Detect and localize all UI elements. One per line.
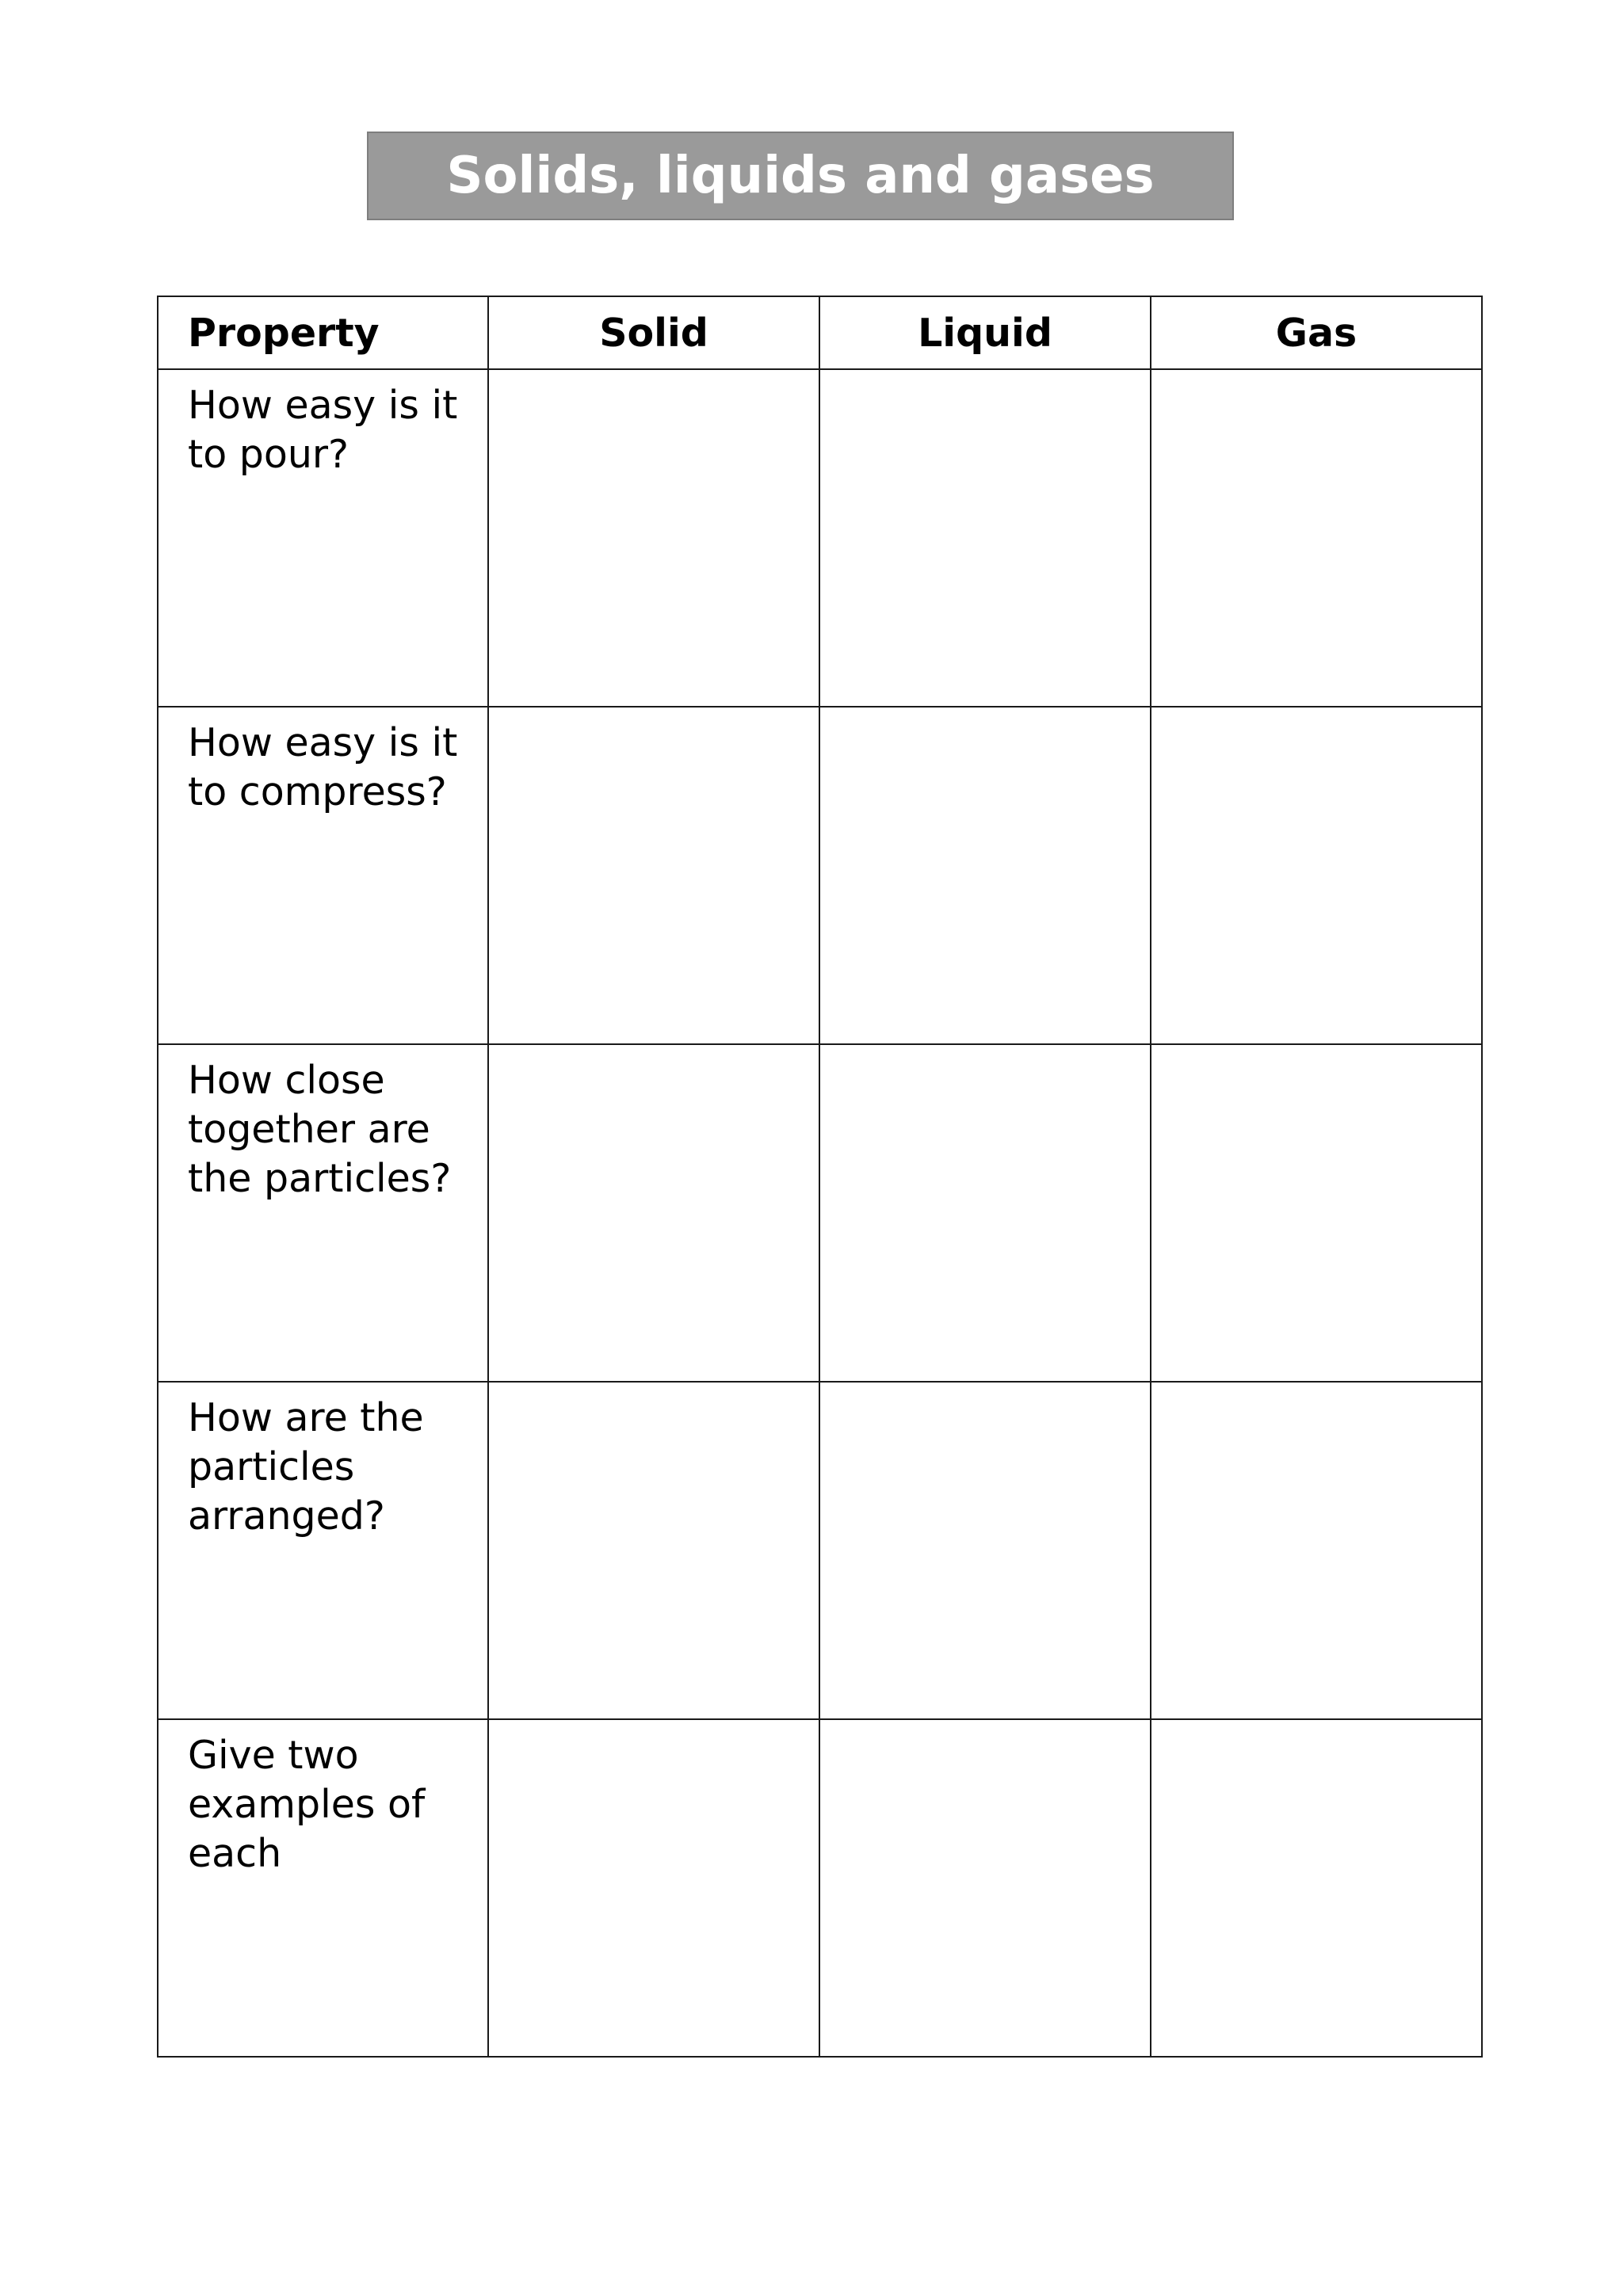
table-row bbox=[158, 1382, 1482, 1719]
property-cell: How easy is it to pour? bbox=[158, 369, 488, 707]
solid-answer-cell[interactable] bbox=[488, 1382, 819, 1719]
table-row bbox=[158, 1044, 1482, 1382]
header-property: Property bbox=[158, 296, 488, 369]
property-cell: How close together are the particles? bbox=[158, 1044, 488, 1382]
worksheet-table bbox=[157, 296, 1483, 2058]
solid-answer-cell[interactable] bbox=[488, 1044, 819, 1382]
table-row bbox=[158, 369, 1482, 707]
gas-answer-cell[interactable] bbox=[1151, 369, 1482, 707]
liquid-answer-cell[interactable] bbox=[819, 707, 1151, 1044]
gas-answer-cell[interactable] bbox=[1151, 707, 1482, 1044]
page-title: Solids, liquids and gases bbox=[446, 147, 1155, 205]
liquid-answer-cell[interactable] bbox=[819, 1382, 1151, 1719]
header-gas: Gas bbox=[1151, 296, 1482, 369]
solid-answer-cell[interactable] bbox=[488, 369, 819, 707]
header-solid: Solid bbox=[488, 296, 819, 369]
property-cell: Give two examples of each bbox=[158, 1719, 488, 2057]
gas-answer-cell[interactable] bbox=[1151, 1044, 1482, 1382]
table-row bbox=[158, 1719, 1482, 2057]
liquid-answer-cell[interactable] bbox=[819, 1044, 1151, 1382]
gas-answer-cell[interactable] bbox=[1151, 1382, 1482, 1719]
table-header-row bbox=[158, 296, 1482, 369]
gas-answer-cell[interactable] bbox=[1151, 1719, 1482, 2057]
header-liquid: Liquid bbox=[819, 296, 1151, 369]
property-cell: How easy is it to compress? bbox=[158, 707, 488, 1044]
property-cell: How are the particles arranged? bbox=[158, 1382, 488, 1719]
solid-answer-cell[interactable] bbox=[488, 1719, 819, 2057]
solid-answer-cell[interactable] bbox=[488, 707, 819, 1044]
liquid-answer-cell[interactable] bbox=[819, 1719, 1151, 2057]
liquid-answer-cell[interactable] bbox=[819, 369, 1151, 707]
table-row bbox=[158, 707, 1482, 1044]
title-banner bbox=[367, 132, 1234, 220]
